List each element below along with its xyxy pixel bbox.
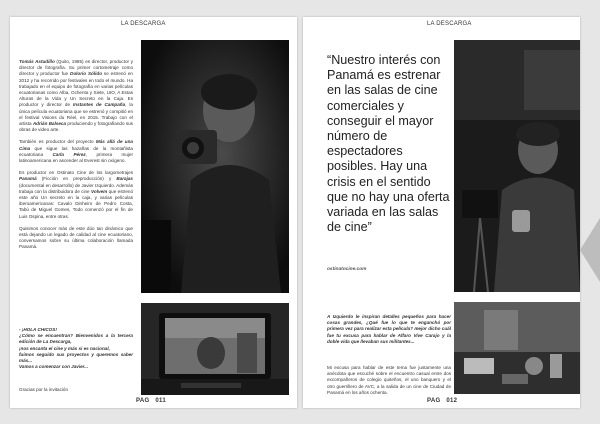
bio-paragraph-1: [19, 59, 133, 133]
director-photo-image: [454, 40, 580, 292]
still-life-photo-image: [454, 302, 580, 394]
film-title: Instantes de Campaña: [73, 102, 126, 108]
bio-paragraph-2: [19, 139, 133, 164]
page-label: PAG: [136, 398, 150, 404]
intro-paragraph: Quisimos conocer más de este dúo tan dinámico que está dejando un legado de calidad al cine ecuatoriano, conversamos sobre su última colaboración llamada Panamá.: [19, 225, 133, 250]
portrait-photo: [141, 40, 289, 293]
distributor-name: Volvem: [91, 188, 108, 194]
bio-text: (Ficción en preproducción) y: [36, 176, 117, 182]
portrait-photo-image: [141, 40, 289, 293]
still-life-photo: [454, 302, 580, 394]
page-number: 012: [446, 398, 458, 404]
bio-text: (Quito, 1985) es director, productor y director de fotografía. Su primer cortometraje como director y productor fue: [19, 59, 133, 77]
artist-name: Adrián Balseca: [32, 121, 67, 127]
bio-paragraph-3: [19, 170, 133, 220]
interview-question: A Izquierdo le inspiran detalles pequeños para hacer cosas grandes, ¿Qué fue lo que te enganchó por primera vez para realizar esta película? mejor dicho cuál fue tu excusa para hablar de Alfaro Vive Carajo y la doble vida que llevaban sus militantes...: [327, 314, 451, 344]
film-title: Más allá de una Cima: [19, 139, 133, 151]
page-number: 011: [155, 398, 166, 404]
interview-answer: Mi excusa para hablar de este tema fue justamente una anécdota que escuché sobre el encuentro casual entre dos excompañeros de colegio quiteños, el uno banquero y el otro guerrillero de AVC, a la salida de un cine de Ciudad de Panamá en los años ochenta.: [327, 365, 451, 395]
bio-text: (documental en desarrollo) de Javier Izquierdo. Además trabaja con la distribuidora de cine: [19, 182, 133, 194]
monitor-photo: [141, 303, 289, 395]
qa-line: Vamos a comenzar con Javier...: [19, 364, 89, 370]
qa-line: ¡nos encanta el cine y más si es nacional,: [19, 345, 110, 351]
right-page: [303, 17, 580, 408]
bio-text: que sigue las hazañas de la montañista ecuatoriana: [19, 145, 133, 157]
quote-source: ostinatocine.com: [327, 267, 367, 272]
qa-line: ¿Cómo se encuentran? Bienvenidos a la tercera edición de La Descarga,: [19, 333, 133, 345]
monitor-photo-image: [141, 303, 289, 395]
left-page-number: [136, 398, 166, 404]
bio-text: , primera mujer latinoamericana en ascender al Everest sin oxígeno.: [19, 151, 133, 164]
bio-text: , la única película ecuatoriana que se estrenó y compitió en el festival Visions du Réel, en 2015. Trabajo con el artista: [19, 102, 133, 127]
left-article-column: [19, 59, 133, 257]
right-page-number: [427, 398, 457, 404]
person-name: Carla Pérez: [52, 151, 86, 157]
closing-line: Gracias por la invitación: [19, 387, 69, 392]
bio-text: se estrenó en 2012 y ha recorrido por festivales en todo el mundo. Ha trabajado en el equipo de fotografía en varias películas ecuatorianas como Alba, Ochenta y Siete, UIO, A Estas Alturas de la Vida y Un Secreto en la Caja. Es productor y director de: [19, 71, 133, 108]
bio-text: Es productor en Ostinato Cine de los largometrajes: [19, 170, 133, 176]
qa-line: - ¡HOLA CHICOS!: [19, 327, 57, 332]
bio-text: produciendo y fotografiando sus obras de video arte.: [19, 121, 133, 133]
film-title: Panamá: [19, 176, 37, 182]
page-label: PAG: [427, 398, 441, 404]
film-title: Dolorio Sólido: [70, 71, 103, 77]
bio-text: También es productor del proyecto: [19, 139, 96, 145]
director-photo: [454, 40, 580, 292]
right-page-header: LA DESCARGA: [427, 21, 472, 27]
left-page-header: LA DESCARGA: [121, 21, 166, 27]
left-page: [10, 17, 297, 408]
director-name: Tomás Astudillo: [19, 59, 55, 64]
qa-block: [19, 327, 133, 370]
pull-quote: “Nuestro interés con Panamá es estrenar en las salas de cine comerciales y conseguir el mayor número de espectadores posibles. Hay una crisis en el sentido que no hay una oferta variada en las salas de cine”: [327, 53, 450, 235]
bio-text: que estrenó este año Un secreto en la caja, y varias películas iberoamericanas: Cavalo Dinheiro de Pedro Costa, Tabú de Miguel Gomes, Todo comenzó por el fin de Luis Ospina, entre otras.: [19, 188, 134, 219]
film-title: Barajas: [116, 176, 133, 182]
qa-line: fuimos seguido sus proyectos y queremos saber más...: [19, 351, 133, 364]
next-page-arrow[interactable]: [580, 218, 600, 282]
